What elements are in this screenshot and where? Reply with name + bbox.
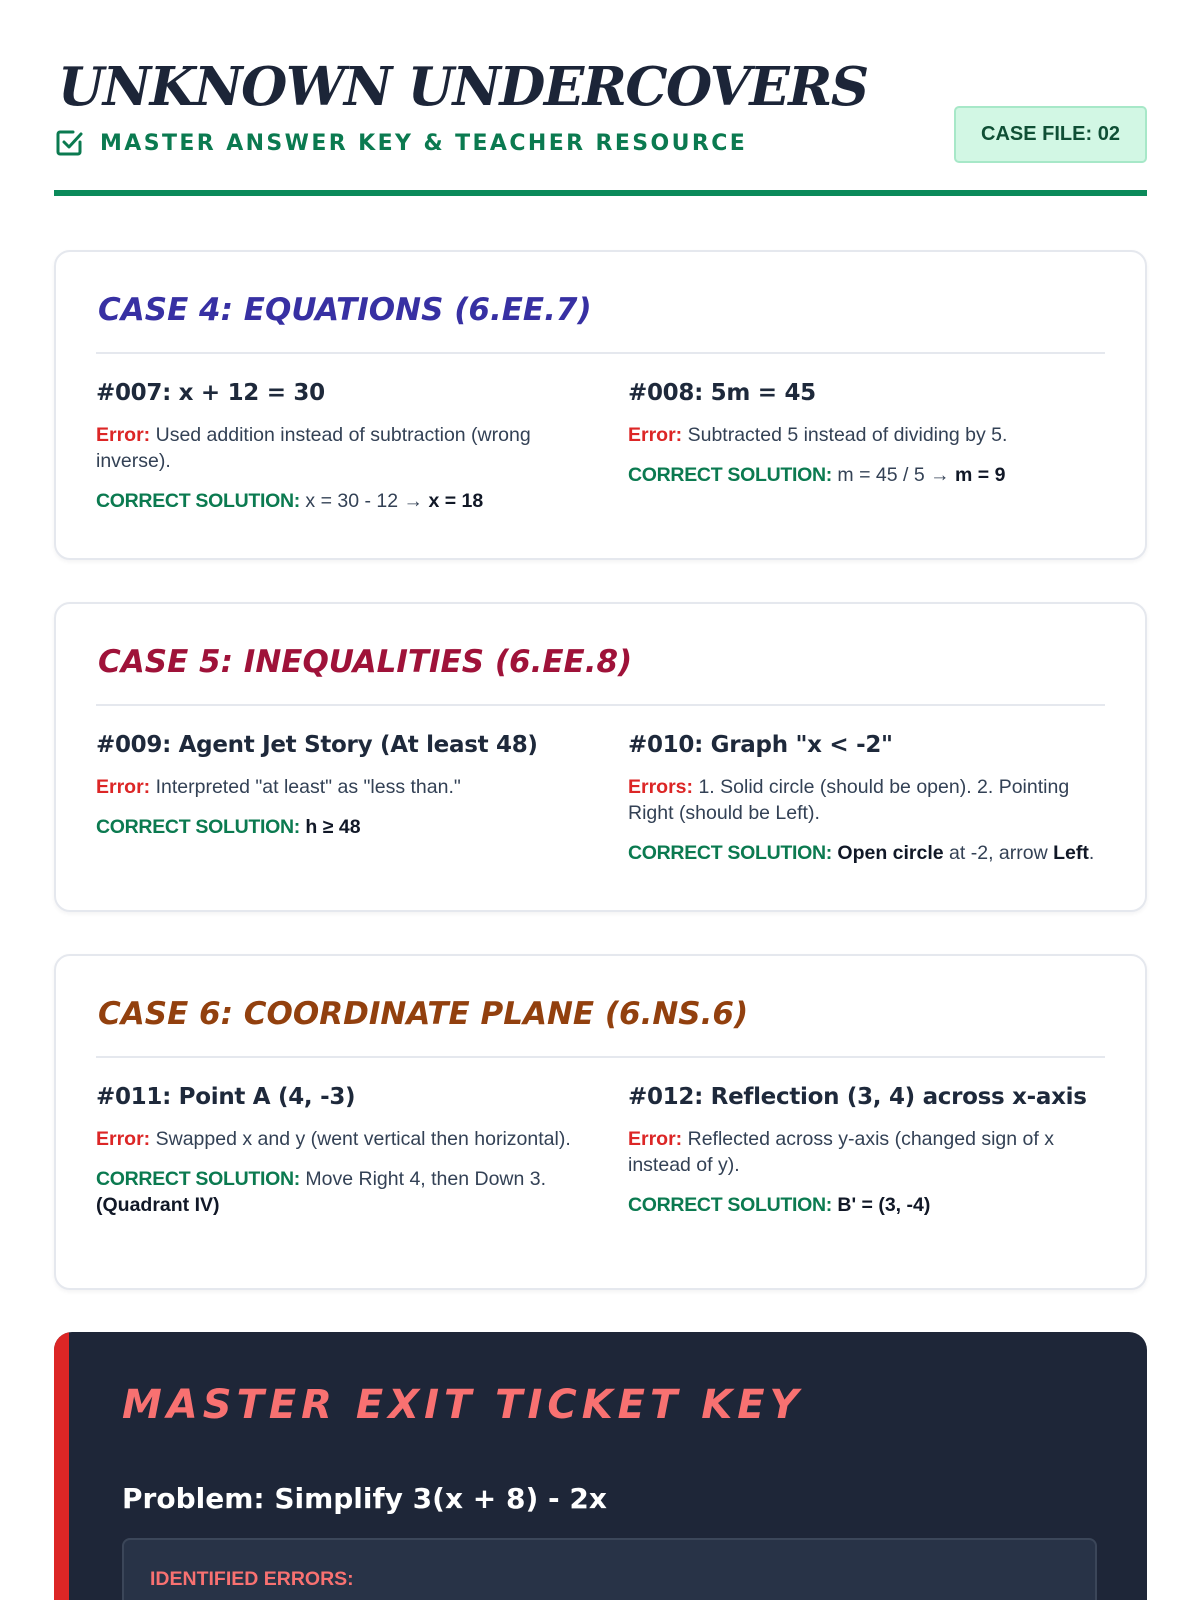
solution-text: Move Right 4, then Down 3.	[305, 1168, 547, 1190]
error-label: Error:	[96, 776, 151, 798]
item-error	[628, 774, 1108, 826]
case-item	[96, 732, 576, 840]
case-item	[96, 1084, 576, 1218]
item-error	[96, 422, 576, 474]
divider	[96, 704, 1105, 706]
case-item	[96, 380, 576, 514]
item-heading: #008: 5m = 45	[628, 380, 816, 406]
solution-answer: (Quadrant IV)	[96, 1194, 220, 1216]
error-text: Used addition instead of subtraction (wrong inverse).	[96, 424, 531, 472]
solution-text: x = 30 - 12 →	[305, 490, 424, 512]
exit-ticket-problem: Problem: Simplify 3(x + 8) - 2x	[122, 1482, 607, 1515]
exit-ticket-panel	[54, 1332, 1147, 1600]
case-file-badge: CASE FILE: 02	[954, 106, 1147, 163]
page-subtitle: MASTER ANSWER KEY & TEACHER RESOURCE	[100, 130, 748, 156]
item-heading: #012: Reflection (3, 4) across x-axis	[628, 1084, 1087, 1110]
item-error	[628, 422, 1108, 448]
error-text: Reflected across y-axis (changed sign of x instead of y).	[628, 1128, 1054, 1176]
case-card-inequalities	[54, 602, 1147, 912]
item-solution	[96, 814, 576, 840]
error-text: 1. Solid circle (should be open). 2. Pointing Right (should be Left).	[628, 776, 1070, 824]
case-item	[628, 1084, 1108, 1218]
solution-label: CORRECT SOLUTION:	[96, 490, 300, 512]
item-error	[96, 774, 576, 800]
item-solution	[628, 840, 1108, 866]
item-solution	[96, 1166, 576, 1218]
solution-label: CORRECT SOLUTION:	[96, 1168, 300, 1190]
item-solution	[96, 488, 576, 514]
item-solution	[628, 462, 1108, 488]
solution-text: m = 45 / 5 →	[837, 464, 950, 486]
error-text: Interpreted "at least" as "less than."	[155, 776, 461, 798]
case-card-coordinate-plane	[54, 954, 1147, 1290]
item-heading: #007: x + 12 = 30	[96, 380, 325, 406]
case-card-equations	[54, 250, 1147, 560]
divider	[96, 352, 1105, 354]
divider	[96, 1056, 1105, 1058]
item-error	[628, 1126, 1108, 1178]
accent-bar	[54, 1332, 69, 1600]
solution-label: CORRECT SOLUTION:	[628, 1194, 832, 1216]
subtitle-row	[54, 128, 747, 158]
case-title: CASE 6: COORDINATE PLANE (6.NS.6)	[98, 996, 749, 1032]
error-label: Error:	[628, 1128, 683, 1150]
solution-answer: x = 18	[428, 490, 484, 512]
solution-answer: m = 9	[955, 464, 1006, 486]
item-heading: #010: Graph "x < -2"	[628, 732, 893, 758]
case-title: CASE 4: EQUATIONS (6.EE.7)	[98, 292, 592, 328]
case-title: CASE 5: INEQUALITIES (6.EE.8)	[98, 644, 633, 680]
solution-label: CORRECT SOLUTION:	[628, 464, 832, 486]
solution-answer: Open circle	[837, 842, 944, 864]
solution-text: .	[1088, 842, 1095, 864]
solution-text: at -2, arrow	[949, 842, 1048, 864]
error-label: Error:	[96, 1128, 151, 1150]
page-header	[54, 0, 1147, 196]
solution-label: CORRECT SOLUTION:	[96, 816, 300, 838]
item-solution	[628, 1192, 1108, 1218]
error-label: Error:	[96, 424, 151, 446]
error-text: Subtracted 5 instead of dividing by 5.	[687, 424, 1008, 446]
identified-errors-label: IDENTIFIED ERRORS:	[150, 1568, 354, 1590]
solution-label: CORRECT SOLUTION:	[628, 842, 832, 864]
error-label: Errors:	[628, 776, 694, 798]
page-title: UNKNOWN UNDERCOVERS	[58, 56, 868, 118]
solution-answer: h ≥ 48	[305, 816, 361, 838]
solution-answer: B' = (3, -4)	[837, 1194, 931, 1216]
error-label: Error:	[628, 424, 683, 446]
solution-answer: Left	[1053, 842, 1089, 864]
checkbox-checked-icon	[54, 128, 84, 158]
item-heading: #009: Agent Jet Story (At least 48)	[96, 732, 538, 758]
case-item	[628, 380, 1108, 488]
item-error	[96, 1126, 576, 1152]
case-item	[628, 732, 1108, 866]
identified-errors-box	[122, 1538, 1097, 1600]
item-heading: #011: Point A (4, -3)	[96, 1084, 356, 1110]
exit-ticket-title: MASTER EXIT TICKET KEY	[122, 1382, 804, 1428]
error-text: Swapped x and y (went vertical then horizontal).	[155, 1128, 571, 1150]
